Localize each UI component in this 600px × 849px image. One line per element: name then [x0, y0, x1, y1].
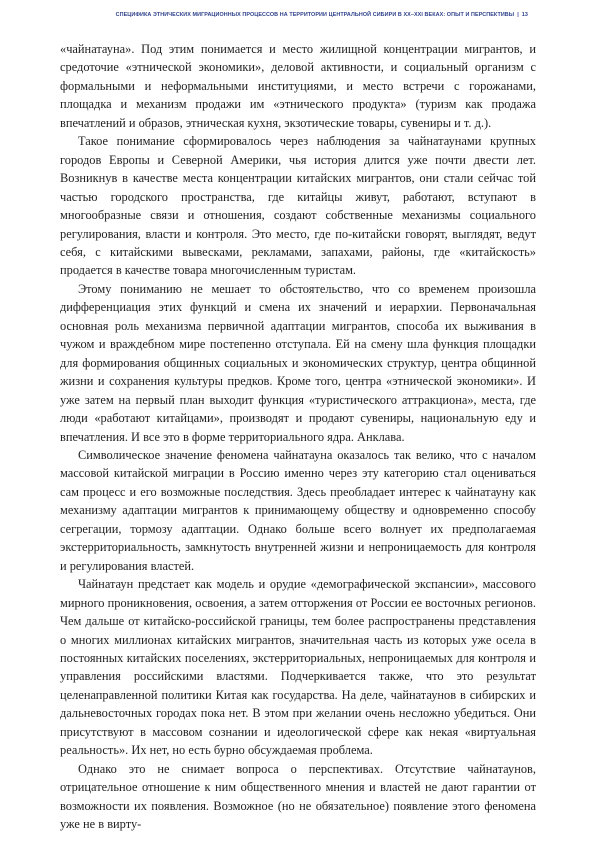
running-header-title: СПЕЦИФИКА ЭТНИЧЕСКИХ МИГРАЦИОННЫХ ПРОЦЕССОВ НА ТЕРРИТОРИИ ЦЕНТРАЛЬНОЙ СИБИРИ В XX–XXI ВЕКАХ: ОПЫТ И ПЕРСПЕКТИВЫ: [115, 12, 515, 18]
page-number: 13: [521, 12, 528, 18]
paragraph: Символическое значение феномена чайнатауна оказалось так велико, что с началом массовой китайской миграции в Россию именно через эту категорию стал оцениваться сам процесс и его возможные последствия. Здесь преобладает интерес к чайнатауну как механизму адаптации мигрантов к принимающему обществу и одновременно способу сегрегации, тормозу адаптации. Однако больше всего волнует их предполагаемая экстерриториальность, замкнутость внутренней жизни и непроницаемость для контроля и регулирования властей.: [60, 447, 536, 573]
body-text: [60, 40, 536, 833]
header-separator: |: [517, 12, 519, 18]
paragraph: Чайнатаун предстает как модель и орудие «демографической экспансии», массового мирного проникновения, освоения, а затем отторжения от России ее восточных регионов. Чем дальше от китайско-российской границы, тем более распространены представления о многих миллионах китайских мигрантов, значительная часть из которых уже осела в постоянных китайских поселениях, экстерриториальных, непроницаемых для контроля и управления российскими властями. Подчеркивается также, что это результат целенаправленной политики Китая как государства. На деле, чайнатаунов в сибирских и дальневосточных городах пока нет. В этом при желании очень несложно убедиться. Они присутствуют в массовом сознании и идеологической сфере как некая «виртуальная реальность». Их нет, но есть бурно обсуждаемая проблема.: [60, 577, 536, 758]
paragraph: Этому пониманию не мешает то обстоятельство, что со временем произошла дифференциация этих функций и смена их значений и иерархии. Первоначальная основная роль механизма первичной адаптации мигрантов, способа их выживания в чужом и враждебном мире постепенно отступала. Ей на смену шла функция площадки для формирования общинных социальных и экономических структур, центра общинной жизни и сохранения культуры предков. Кроме того, центра «этнической экономики». И уже затем на первый план выходит функция «туристического аттракциона», места, где люди «работают китайцами», производят и продают сувениры, национальную еду и впечатления. И все это в форме территориального ядра. Анклава.: [60, 281, 536, 444]
paragraph: «чайнатауна». Под этим понимается и место жилищной концентрации мигрантов, и средоточие «этнической экономики», деловой активности, и социальный организм с формальными и неформальными институциями, и место встречи с горожанами, площадка и механизм продажи им «этнического продукта» (туризм как продажа впечатлений и образов, этническая кухня, экзотические товары, сувениры и т. д.).: [60, 42, 536, 130]
running-header: [60, 12, 528, 18]
paragraph: Однако это не снимает вопроса о перспективах. Отсутствие чайнатаунов, отрицательное отношение к ним общественного мнения и властей не дают гарантии от возможности их появления. Возможное (но не обязательное) появление этого феномена уже не в вирту-: [60, 761, 536, 832]
paragraph: Такое понимание сформировалось через наблюдения за чайнатаунами крупных городов Европы и Северной Америки, чья история длится уже почти двести лет. Возникнув в качестве места концентрации китайских мигрантов, они стали сейчас той частью городского пространства, где китайцы живут, работают, вступают в многообразные связи и отношения, создают собственные механизмы социального регулирования, власти и контроля. Это место, где по-китайски говорят, выглядят, ведут себя, с китайскими вывесками, рекламами, запахами, районы, где «китайскость» продается в качестве товара многочисленным туристам.: [60, 134, 536, 278]
